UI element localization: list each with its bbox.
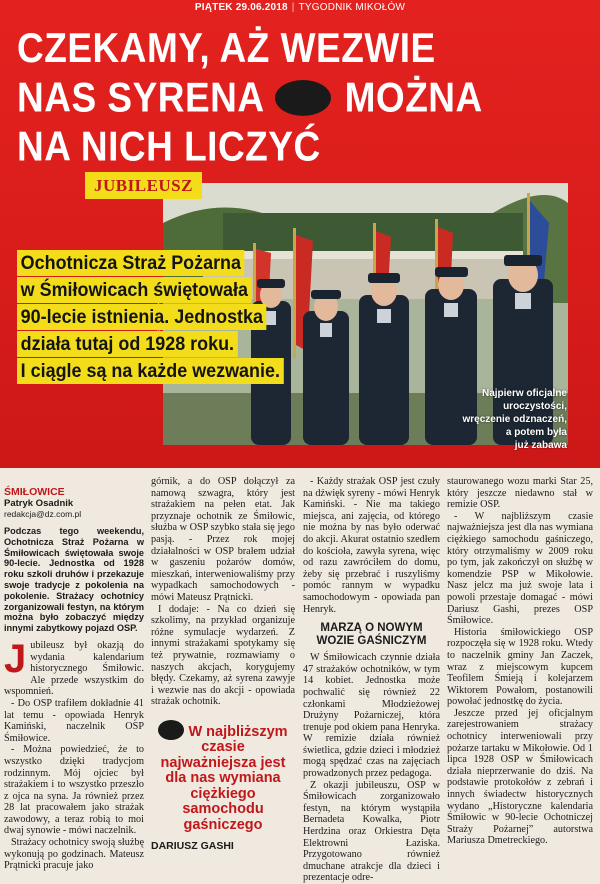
section-subheading: MARZĄ O NOWYM WOZIE GAŚNICZYM [316,622,427,648]
section-badge: JUBILEUSZ [85,172,202,199]
issue-date: PIĄTEK 29.06.2018 [194,2,288,13]
photo-caption: Najpierw oficjalne uroczystości, wręczenie odznaczeń, a potem była już zabawa [462,388,567,451]
paragraph: Historia śmiłowickiego OSP rozpoczęła się w 1928 roku. Wtedy to naczelnik gminy Jan Zaczek, wraz z miejscowym kupcem Teofilem Śmieją i kolejarzem Wiktorem Powałom, postanowili powołać jednostkę do życia. [447,626,593,708]
headline-line-3: NA NICH LICZYĆ [17,123,321,170]
headline-line-2a: NAS SYRENA [17,74,265,121]
lead-line: Ochotnicza Straż Pożarna [17,250,245,276]
paragraph: ubileusz był okazją do wydania kalendarium historycznego Śmiłowic. Ale przede wszystkim do wspomnień. [4,639,144,698]
headline-line-2b: MOŻNA [344,74,483,121]
article-author: Patryk Osadnik [4,498,74,509]
paragraph: staurowanego wozu marki Star 25, który jeszcze niedawno stał w remizie OSP. [447,476,593,511]
article-intro: Podczas tego weekendu, Ochotnicza Straż Pożarna w Śmiłowicach świętowała swoje 90-lecie. Jednostka od 1928 roku szkoli druhów i przekazuje swoje tradycje z pokolenia na pokolenie. Strażacy ochotnicy zorganizowali festyn, na którym można było zobaczyć między innymi zabytkowy pojazd OSP. [4,526,144,634]
black-dot-icon [158,720,184,740]
lead-line: I ciągle są na każde wezwanie. [17,358,284,384]
paragraph: Jeszcze przed jej oficjalnym zarejestrowaniem strażacy ochotnicy interweniowali przy pożarze tartaku w Mikołowie. Od 1 lipca 1928 OSP w Śmiłowicach działa nieprzerwanie do dziś. Na podstawie protokołów z zebrań i innych świadectw historycznych wydano „Historyczne kalendaria Śmiłowic w 90-lecie Ochotniczej Straży Pożarnej” autorstwa Mariusza Dmetreckiego. [447,707,593,847]
paragraph: W Śmiłowicach czynnie działa 47 strażaków ochotników, w tym 14 kobiet. Jednostka może pochwalić się również 22 członkami Młodzieżowej Drużyny Pożarniczej, która trenuje pod okiem pana Henryka. W remizie działa również świetlica, gdzie dzieci i młodzież mogą spędzać czas na zajęciach prowadzonych przez pedagoga. [303,652,440,780]
paragraph: - Każdy strażak OSP jest czuły na dźwięk syreny - mówi Henryk Kamiński. - Nie ma takiego miejsca, ani zajęcia, od którego nie można by nas było oderwać do akcji. Akurat ostatnio szedłem do kościoła, zawyła syrena, więc od razu zawróciłem do domu, żeby się przebrać i ruszyliśmy pomóc rannym w wypadku samochodowym - opowiada pan Henryk. [303,476,440,615]
quote-signature: DARIUSZ GASHI [151,840,234,853]
masthead: PIĄTEK 29.06.2018 | TYGODNIK MIKOŁÓW [194,2,406,13]
paragraph: I dodaje: - Na co dzień się szkolimy, na przykład organizuje różne symulacje wydarzeń. Z innymi strażakami spotykamy się też prywatnie, rozmawiamy o naszych akcjach, korygujemy błędy. Czekamy, aż syrena zawyje i wezwie nas do akcji - opowiada strażak ochotnik. [151,603,295,708]
headline-line-1: CZEKAMY, AŻ WEZWIE [17,25,436,72]
pull-quote: W najbliższym czasie najważniejsza jest dla nas wymiana ciężkiego samochodu gaśniczego [151,720,295,834]
lead-line: 90-lecie istnienia. Jednostka [17,304,267,330]
paragraph: Strażacy ochotnicy swoją służbę wykonują po godzinach. Mateusz Prątnicki pracuje jako [4,837,144,872]
paragraph: - W najbliższym czasie najważniejsza jest dla nas wymiana ciężkiego samochodu gaśniczego, który otrzymaliśmy w 2009 roku po tym, jak zakończył on służbę w komendzie PSP w Mikołowie. Nasz jelcz ma już swoje lata i powoli przestaje domagać - mówi Dariusz Gashi, prezes OSP Śmiłowice. [447,510,593,627]
author-email: redakcja@dz.com.pl [4,509,82,519]
lead-line: działa tutaj od 1928 roku. [17,331,238,357]
drop-cap: J [4,636,27,681]
article-column-1 [4,476,144,872]
lead-text-box [17,250,280,385]
paragraph: - Można powiedzieć, że to wszystko dzięki tradycjom rodzinnym. Mój ojciec był strażakiem i to wszystko przeszło z ojca na syna. Ja również przez 28 lat pracowałem jako strażak zawodowy, a teraz robią to moi dwaj synowie - mówi naczelnik. [4,744,144,837]
publication-name: TYGODNIK MIKOŁÓW [298,2,406,13]
paragraph: górnik, a do OSP dołączył za namową szwagra, który jest strażakiem na pełen etat. Jak przyznaje ochotnik ze Śmiłowic, służba w OSP szybko stała się jego pasją. - Przez rok mojej działalności w OSP brałem udział w gaszeniu pożarów domów, mieszkań, interweniowaliśmy przy wypadkach samochodowych - mówi Mateusz Prątnicki. [151,476,295,603]
headline-line-2 [17,73,587,122]
article-column-3 [303,476,440,884]
paragraph: Z okazji jubileuszu, OSP w Śmiłowicach zorganizowało festyn, na którym wystąpiła Bernadeta Kowalka, Piotr Herdzina oraz Orkiestra Dęta Elektrowni Łaziska. Przygotowano również dmuchane atrakcje dla dzieci i prezentacje odre- [303,779,440,884]
black-dot-icon [275,80,331,116]
page-title [17,24,587,172]
article-column-4 [447,476,593,847]
article-opening [4,636,144,698]
article-location: ŚMIŁOWICE [4,486,65,498]
lead-line: w Śmiłowicach świętowała [17,277,252,303]
article-column-2 [151,476,295,853]
paragraph: - Do OSP trafiłem dokładnie 41 lat temu - opowiada Henryk Kamiński, naczelnik OSP Śmiłowice. [4,697,144,744]
